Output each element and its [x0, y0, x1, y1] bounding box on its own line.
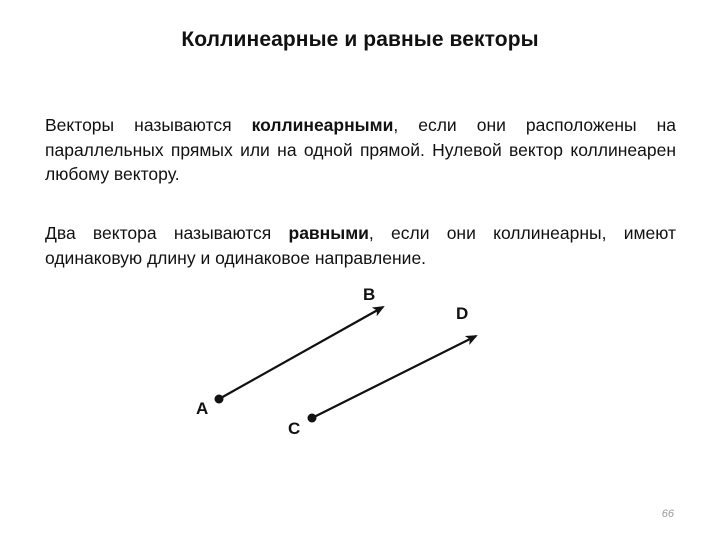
vectors-figure: [180, 280, 500, 440]
slide-title: Коллинеарные и равные векторы: [181, 28, 539, 51]
equal-term: равными: [288, 223, 369, 243]
vector-ab: [219, 307, 383, 399]
label-d: D: [456, 304, 469, 323]
collinear-text-end: , если они расположены на параллельных прямых или на одной прямой. Нулевой вектор коллинеарен любому вектору.: [45, 115, 677, 184]
label-c: C: [288, 419, 301, 438]
point-a: [215, 395, 224, 404]
page-number: 66: [661, 508, 674, 520]
equal-text-end: , если они коллинеарны, имеют одинаковую длину и одинаковое направление.: [45, 223, 676, 268]
label-b: B: [363, 285, 376, 304]
equal-text-start: Два вектора называются: [45, 223, 289, 243]
collinear-definition: [45, 113, 676, 187]
vector-cd: [312, 336, 476, 418]
label-a: A: [196, 399, 209, 418]
equal-definition: [45, 221, 676, 270]
point-c: [308, 414, 317, 423]
collinear-text-start: Векторы называются: [45, 115, 252, 135]
collinear-term: коллинеарными: [251, 115, 394, 135]
